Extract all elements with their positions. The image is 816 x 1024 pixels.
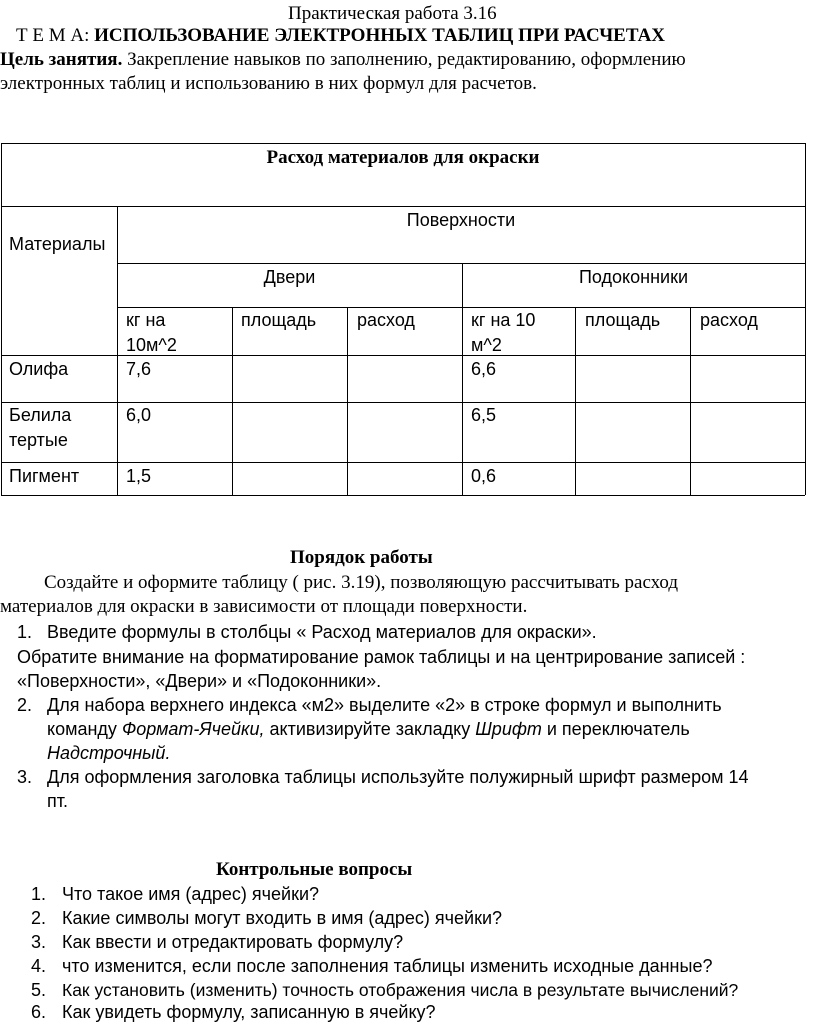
surfaces-header: Поверхности [406, 210, 516, 230]
question-text: Какие символы могут входить в имя (адрес) ячейки? [62, 908, 503, 928]
question-text: Как ввести и отредактировать формулу? [62, 932, 404, 952]
col-header-doors-usage: расход [357, 310, 415, 330]
step-1-text: Введите формулы в столбцы « Расход материалов для окраски». [47, 622, 597, 642]
col-header-sills-kg: кг на 10 м^2 [471, 310, 536, 355]
table-border [1, 355, 805, 356]
table-row-material: Белила тертые [9, 405, 72, 450]
question-text: Что такое имя (адрес) ячейки? [62, 884, 320, 904]
step-2-text-a: Для набора верхнего индекса «м2» выделите «2» в строке формул и выполнить [47, 695, 722, 715]
table-border [347, 307, 348, 495]
table-border [462, 263, 463, 495]
procedure-heading: Порядок работы [290, 547, 433, 568]
question-number: 1. [31, 884, 47, 904]
table-border [1, 206, 805, 207]
question-number: 5. [31, 980, 47, 1000]
table-border [1, 495, 805, 496]
question-text: Как увидеть формулу, записанную в ячейку? [62, 1002, 436, 1022]
table-border [117, 206, 118, 495]
step-3-text-2: пт. [47, 791, 68, 811]
topic-label: Т Е М А: [16, 25, 90, 46]
step-2-text-d: и переключатель [546, 719, 690, 739]
table-cell: 0,6 [471, 466, 497, 486]
table-row-material: Пигмент [9, 466, 80, 486]
step-3-number: 3. [17, 767, 33, 787]
goal-text-1: Закрепление навыков по заполнению, редактированию, оформлению [127, 49, 686, 70]
table-cell: 6,5 [471, 405, 497, 425]
table-border [1, 143, 805, 144]
step-2-font: Шрифт [475, 719, 542, 739]
col-header-sills-area: площадь [585, 310, 661, 330]
goal-label: Цель занятия. [0, 49, 123, 70]
question-text: Как установить (изменить) точность отображения числа в результате вычислений? [62, 980, 739, 1000]
step-3-text-1: Для оформления заголовка таблицы используйте полужирный шрифт размером 14 [47, 767, 749, 787]
step-2-line-2 [47, 717, 690, 741]
step-1-number: 1. [17, 622, 33, 642]
step-2-text-b: команду [47, 719, 117, 739]
note-line-1: Обратите внимание на форматирование рамок таблицы и на центрирование записей : [17, 647, 746, 667]
table-border [117, 263, 805, 264]
table-border [1, 462, 805, 463]
table-border [1, 402, 805, 403]
doors-header: Двери [263, 267, 316, 287]
table-cell: 6,6 [471, 359, 497, 379]
col-header-doors-area: площадь [241, 310, 317, 330]
topic-line [16, 24, 665, 48]
table-cell: 7,6 [126, 359, 152, 379]
step-2-format: Формат-Ячейки, [121, 719, 265, 739]
table-cell: 1,5 [126, 466, 152, 486]
table-row-material: Олифа [9, 359, 69, 379]
table-border [232, 307, 233, 495]
table-border [690, 307, 691, 495]
work-title: Практическая работа 3.16 [288, 3, 497, 24]
topic-text: ИСПОЛЬЗОВАНИЕ ЭЛЕКТРОННЫХ ТАБЛИЦ ПРИ РАСЧЕТАХ [94, 25, 666, 46]
step-2-number: 2. [17, 695, 33, 715]
question-text: что изменится, если после заполнения таблицы изменить исходные данные? [62, 956, 713, 976]
question-number: 2. [31, 908, 47, 928]
question-number: 3. [31, 932, 47, 952]
question-number: 4. [31, 956, 47, 976]
goal-line-2: электронных таблиц и использованию в них формул для расчетов. [0, 73, 537, 94]
goal-line-1 [0, 48, 686, 72]
materials-header: Материалы [9, 234, 106, 254]
col-header-sills-usage: расход [700, 310, 758, 330]
sills-header: Подоконники [578, 267, 689, 287]
procedure-intro-2: материалов для окраски в зависимости от площади поверхности. [0, 596, 528, 617]
table-border [575, 307, 576, 495]
table-border [1, 143, 2, 495]
note-line-2: «Поверхности», «Двери» и «Подоконники». [17, 671, 382, 691]
questions-heading: Контрольные вопросы [216, 859, 413, 880]
step-2-text-c: активизируйте закладку [269, 719, 471, 739]
table-cell: 6,0 [126, 405, 152, 425]
col-header-doors-kg: кг на 10м^2 [126, 310, 177, 355]
question-number: 6. [31, 1002, 47, 1022]
table-title: Расход материалов для окраски [266, 147, 540, 168]
table-border [805, 143, 806, 495]
procedure-intro-1: Создайте и оформите таблицу ( рис. 3.19), позволяющую рассчитывать расход [44, 572, 679, 593]
step-2-line-3 [47, 741, 170, 765]
step-2-super: Надстрочный. [47, 743, 171, 763]
